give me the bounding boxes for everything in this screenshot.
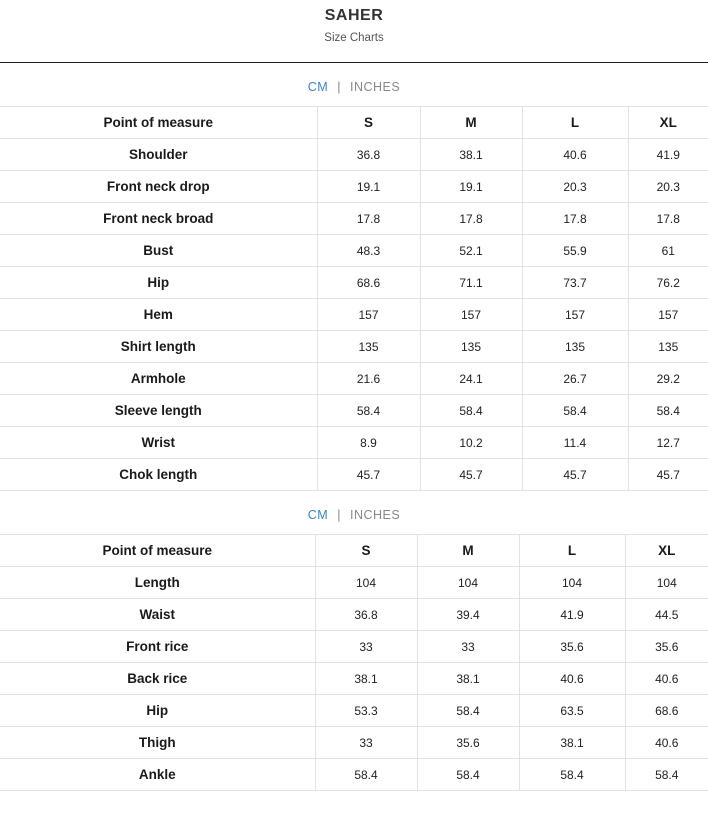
table-row bbox=[0, 331, 708, 363]
header-size-s: S bbox=[317, 107, 420, 139]
size-table-bottom bbox=[0, 534, 708, 791]
measure-value: 58.4 bbox=[420, 395, 522, 427]
table-row bbox=[0, 759, 708, 791]
measure-label: Wrist bbox=[0, 427, 317, 459]
measure-value: 135 bbox=[628, 331, 708, 363]
measure-value: 40.6 bbox=[625, 727, 708, 759]
measure-value: 36.8 bbox=[317, 139, 420, 171]
measure-value: 55.9 bbox=[522, 235, 628, 267]
measure-value: 104 bbox=[417, 567, 519, 599]
measure-value: 157 bbox=[522, 299, 628, 331]
measure-label: Back rice bbox=[0, 663, 315, 695]
table-row bbox=[0, 599, 708, 631]
measure-label: Bust bbox=[0, 235, 317, 267]
measure-label: Shirt length bbox=[0, 331, 317, 363]
header-size-l: L bbox=[522, 107, 628, 139]
unit-inches-button[interactable]: INCHES bbox=[349, 80, 401, 94]
measure-value: 41.9 bbox=[628, 139, 708, 171]
measure-value: 20.3 bbox=[522, 171, 628, 203]
measure-value: 157 bbox=[628, 299, 708, 331]
header-size-l: L bbox=[519, 535, 625, 567]
measure-label: Shoulder bbox=[0, 139, 317, 171]
measure-value: 33 bbox=[315, 631, 417, 663]
measure-label: Thigh bbox=[0, 727, 315, 759]
measure-value: 135 bbox=[420, 331, 522, 363]
measure-value: 24.1 bbox=[420, 363, 522, 395]
measure-label: Chok length bbox=[0, 459, 317, 491]
measure-value: 104 bbox=[625, 567, 708, 599]
header-size-s: S bbox=[315, 535, 417, 567]
unit-separator: | bbox=[337, 80, 341, 94]
table-row bbox=[0, 631, 708, 663]
measure-value: 68.6 bbox=[625, 695, 708, 727]
table-row bbox=[0, 267, 708, 299]
measure-value: 58.4 bbox=[417, 759, 519, 791]
measure-label: Hip bbox=[0, 267, 317, 299]
table-row bbox=[0, 567, 708, 599]
header-size-m: M bbox=[420, 107, 522, 139]
measure-value: 58.4 bbox=[317, 395, 420, 427]
measure-value: 73.7 bbox=[522, 267, 628, 299]
unit-cm-button[interactable]: CM bbox=[307, 508, 329, 522]
measure-value: 35.6 bbox=[625, 631, 708, 663]
measure-value: 38.1 bbox=[420, 139, 522, 171]
measure-value: 36.8 bbox=[315, 599, 417, 631]
unit-separator: | bbox=[337, 508, 341, 522]
measure-value: 17.8 bbox=[317, 203, 420, 235]
measure-value: 35.6 bbox=[519, 631, 625, 663]
size-table-top bbox=[0, 106, 708, 491]
table-row bbox=[0, 139, 708, 171]
measure-value: 63.5 bbox=[519, 695, 625, 727]
measure-value: 33 bbox=[417, 631, 519, 663]
brand-title: SAHER bbox=[324, 7, 384, 24]
measure-value: 38.1 bbox=[519, 727, 625, 759]
unit-cm-button[interactable]: CM bbox=[307, 80, 329, 94]
measure-value: 39.4 bbox=[417, 599, 519, 631]
measure-label: Armhole bbox=[0, 363, 317, 395]
table-row bbox=[0, 299, 708, 331]
measure-label: Front rice bbox=[0, 631, 315, 663]
measure-value: 48.3 bbox=[317, 235, 420, 267]
measure-value: 11.4 bbox=[522, 427, 628, 459]
table-row bbox=[0, 695, 708, 727]
table-row bbox=[0, 363, 708, 395]
measure-value: 52.1 bbox=[420, 235, 522, 267]
header-size-m: M bbox=[417, 535, 519, 567]
measure-label: Waist bbox=[0, 599, 315, 631]
measure-label: Front neck drop bbox=[0, 171, 317, 203]
measure-value: 17.8 bbox=[628, 203, 708, 235]
measure-value: 19.1 bbox=[317, 171, 420, 203]
measure-value: 58.4 bbox=[417, 695, 519, 727]
table-row bbox=[0, 235, 708, 267]
measure-value: 135 bbox=[522, 331, 628, 363]
table-row bbox=[0, 395, 708, 427]
table-row bbox=[0, 203, 708, 235]
measure-value: 12.7 bbox=[628, 427, 708, 459]
measure-value: 58.4 bbox=[628, 395, 708, 427]
unit-toggle-2 bbox=[0, 491, 708, 534]
measure-value: 40.6 bbox=[522, 139, 628, 171]
measure-value: 58.4 bbox=[625, 759, 708, 791]
measure-value: 157 bbox=[420, 299, 522, 331]
page-header bbox=[0, 0, 708, 63]
measure-value: 29.2 bbox=[628, 363, 708, 395]
measure-value: 58.4 bbox=[519, 759, 625, 791]
measure-value: 41.9 bbox=[519, 599, 625, 631]
measure-value: 20.3 bbox=[628, 171, 708, 203]
measure-value: 40.6 bbox=[625, 663, 708, 695]
measure-value: 45.7 bbox=[628, 459, 708, 491]
measure-value: 8.9 bbox=[317, 427, 420, 459]
measure-value: 45.7 bbox=[420, 459, 522, 491]
measure-label: Ankle bbox=[0, 759, 315, 791]
unit-inches-button[interactable]: INCHES bbox=[349, 508, 401, 522]
measure-label: Hem bbox=[0, 299, 317, 331]
header-point-of-measure: Point of measure bbox=[0, 107, 317, 139]
measure-label: Sleeve length bbox=[0, 395, 317, 427]
measure-value: 68.6 bbox=[317, 267, 420, 299]
table-row bbox=[0, 459, 708, 491]
measure-value: 17.8 bbox=[420, 203, 522, 235]
measure-value: 21.6 bbox=[317, 363, 420, 395]
measure-value: 45.7 bbox=[317, 459, 420, 491]
measure-value: 38.1 bbox=[417, 663, 519, 695]
measure-value: 44.5 bbox=[625, 599, 708, 631]
measure-value: 76.2 bbox=[628, 267, 708, 299]
measure-value: 58.4 bbox=[315, 759, 417, 791]
measure-value: 58.4 bbox=[522, 395, 628, 427]
table-row bbox=[0, 427, 708, 459]
measure-value: 71.1 bbox=[420, 267, 522, 299]
header-size-xl: XL bbox=[625, 535, 708, 567]
measure-value: 35.6 bbox=[417, 727, 519, 759]
header-size-xl: XL bbox=[628, 107, 708, 139]
measure-label: Length bbox=[0, 567, 315, 599]
table-row bbox=[0, 171, 708, 203]
measure-value: 17.8 bbox=[522, 203, 628, 235]
measure-value: 104 bbox=[315, 567, 417, 599]
measure-value: 135 bbox=[317, 331, 420, 363]
measure-value: 33 bbox=[315, 727, 417, 759]
measure-value: 61 bbox=[628, 235, 708, 267]
table-row bbox=[0, 663, 708, 695]
measure-label: Front neck broad bbox=[0, 203, 317, 235]
measure-value: 10.2 bbox=[420, 427, 522, 459]
measure-value: 38.1 bbox=[315, 663, 417, 695]
header-point-of-measure: Point of measure bbox=[0, 535, 315, 567]
measure-value: 104 bbox=[519, 567, 625, 599]
unit-toggle-1 bbox=[0, 63, 708, 106]
table-header-row bbox=[0, 107, 708, 139]
measure-value: 157 bbox=[317, 299, 420, 331]
measure-value: 45.7 bbox=[522, 459, 628, 491]
measure-label: Hip bbox=[0, 695, 315, 727]
measure-value: 40.6 bbox=[519, 663, 625, 695]
measure-value: 26.7 bbox=[522, 363, 628, 395]
measure-value: 53.3 bbox=[315, 695, 417, 727]
table-header-row bbox=[0, 535, 708, 567]
measure-value: 19.1 bbox=[420, 171, 522, 203]
page-subtitle: Size Charts bbox=[324, 32, 384, 44]
table-row bbox=[0, 727, 708, 759]
